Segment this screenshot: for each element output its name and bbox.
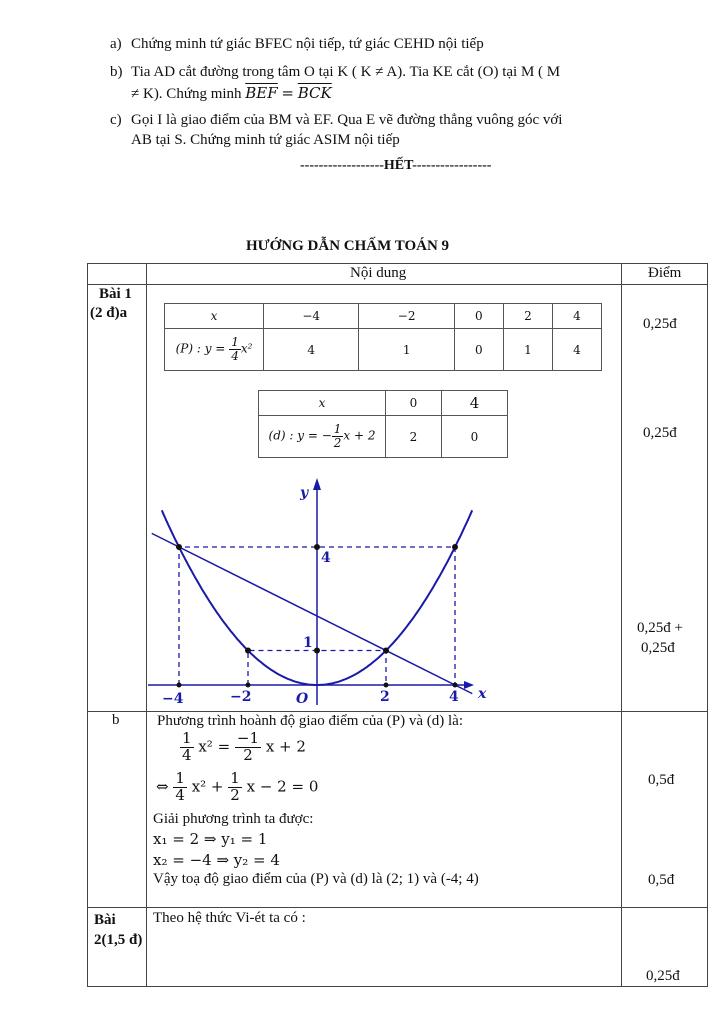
guide-title: HƯỚNG DẪN CHẤM TOÁN 9 [246,238,450,254]
table-d-y: 0 [441,416,507,458]
graph-point [314,648,320,654]
score-1: 0,25đ [643,316,677,332]
table-p-x: −4 [264,304,359,329]
x-axis-arrow [464,681,474,689]
axis-tick-point [453,683,458,688]
question-b-line2-text: ≠ K). Chứng minh [131,86,242,102]
tick-label-x-minus-4: −4 [162,691,184,707]
score-3a: 0,25đ + [637,620,683,636]
table-p-row-label: (P) : y = $\frac{1}{4}$ x² [165,329,264,371]
score-4: 0,5đ [648,772,675,788]
y-axis-label: y [300,485,309,501]
table-p-x: 0 [454,304,503,329]
bai2-text: Theo hệ thức Vi-ét ta có : [153,910,306,926]
bai1-label: Bài 1 [99,286,132,302]
graph-point [176,544,182,550]
graph-point [452,544,458,550]
solution-2: x₂ = −4 ⇒ y₂ = 4 [153,851,280,869]
question-c-label: c) [110,112,122,128]
bai1-points: (2 đ)a [90,305,128,321]
table-d-row-label: (d) : y = − $\frac{1}{2}$ x + 2 [259,416,386,458]
question-b-label: b) [110,64,123,80]
question-a-label: a) [110,36,122,52]
arc-bef: $\overline{BEF}$ [245,84,278,102]
score-6: 0,25đ [646,968,680,984]
origin-label: O [296,691,309,707]
line-d [152,533,473,693]
axis-tick-point [246,683,251,688]
bai2-label: Bài 2(1,5 đ) [94,912,143,948]
solve-text: Giải phương trình ta được: [153,811,314,827]
axis-tick-point [384,683,389,688]
axis-tick-point [177,683,182,688]
table-d-head: x [259,391,386,416]
x-axis-label: x [478,686,487,702]
end-marker: ------------------HẾT----------------- [300,158,492,173]
table-p-x: −2 [359,304,454,329]
score-2: 0,25đ [643,425,677,441]
question-c-line1: Gọi I là giao điểm của BM và EF. Qua E vẽ đường thẳng vuông góc với [131,112,563,128]
tick-label-x2: 2 [380,689,390,705]
question-c-line2: AB tại S. Chứng minh tứ giác ASIM nội tiếp [131,132,400,148]
table-p-y: 4 [552,329,601,371]
header-content: Nội dung [350,265,407,281]
score-3b: 0,25đ [641,640,675,656]
score-5: 0,5đ [648,872,675,888]
table-p-y: 4 [264,329,359,371]
table-p-y: 1 [359,329,454,371]
part-b-intro: Phương trình hoành độ giao điểm của (P) và (d) là: [157,713,463,729]
tick-label-x-minus-2: −2 [230,689,252,705]
equals-sign: = [281,84,294,102]
solution-1: x₁ = 2 ⇒ y₁ = 1 [153,830,268,848]
graph-point [245,648,251,654]
table-p-y: 0 [454,329,503,371]
question-a-text: Chứng minh tứ giác BFEC nội tiếp, tứ giác CEHD nội tiếp [131,36,484,52]
table-p-x: 2 [503,304,552,329]
table-p-head: x [165,304,264,329]
tick-label-x4: 4 [449,689,459,705]
graph-point [314,544,320,550]
equation-1: $\frac{1}{4}$ x² = $\frac{-1}{2}$ x + 2 [182,729,306,764]
tick-label-y1: 1 [303,635,313,651]
equation-2: ⇔ $\frac{1}{4}$ x² + $\frac{1}{2}$ x − 2 = 0 [156,769,319,804]
y-axis-arrow [313,478,321,490]
table-p-x: 4 [552,304,601,329]
question-b-line1: Tia AD cắt đường trong tâm O tại K ( K ≠ A). Tia KE cắt (O) tại M ( M [131,64,561,80]
table-d-x: 0 [386,391,442,416]
arc-bck: $\overline{BCK}$ [297,84,332,102]
conclusion: Vậy toạ độ giao điểm của (P) và (d) là (2; 1) và (-4; 4) [153,871,479,887]
table-d-y: 2 [386,416,442,458]
tick-label-y4: 4 [321,550,331,566]
header-score: Điểm [648,265,682,281]
table-p-y: 1 [503,329,552,371]
part-b-label: b [112,712,120,728]
table-d-x: 4 [441,391,507,416]
graph-point [383,648,389,654]
